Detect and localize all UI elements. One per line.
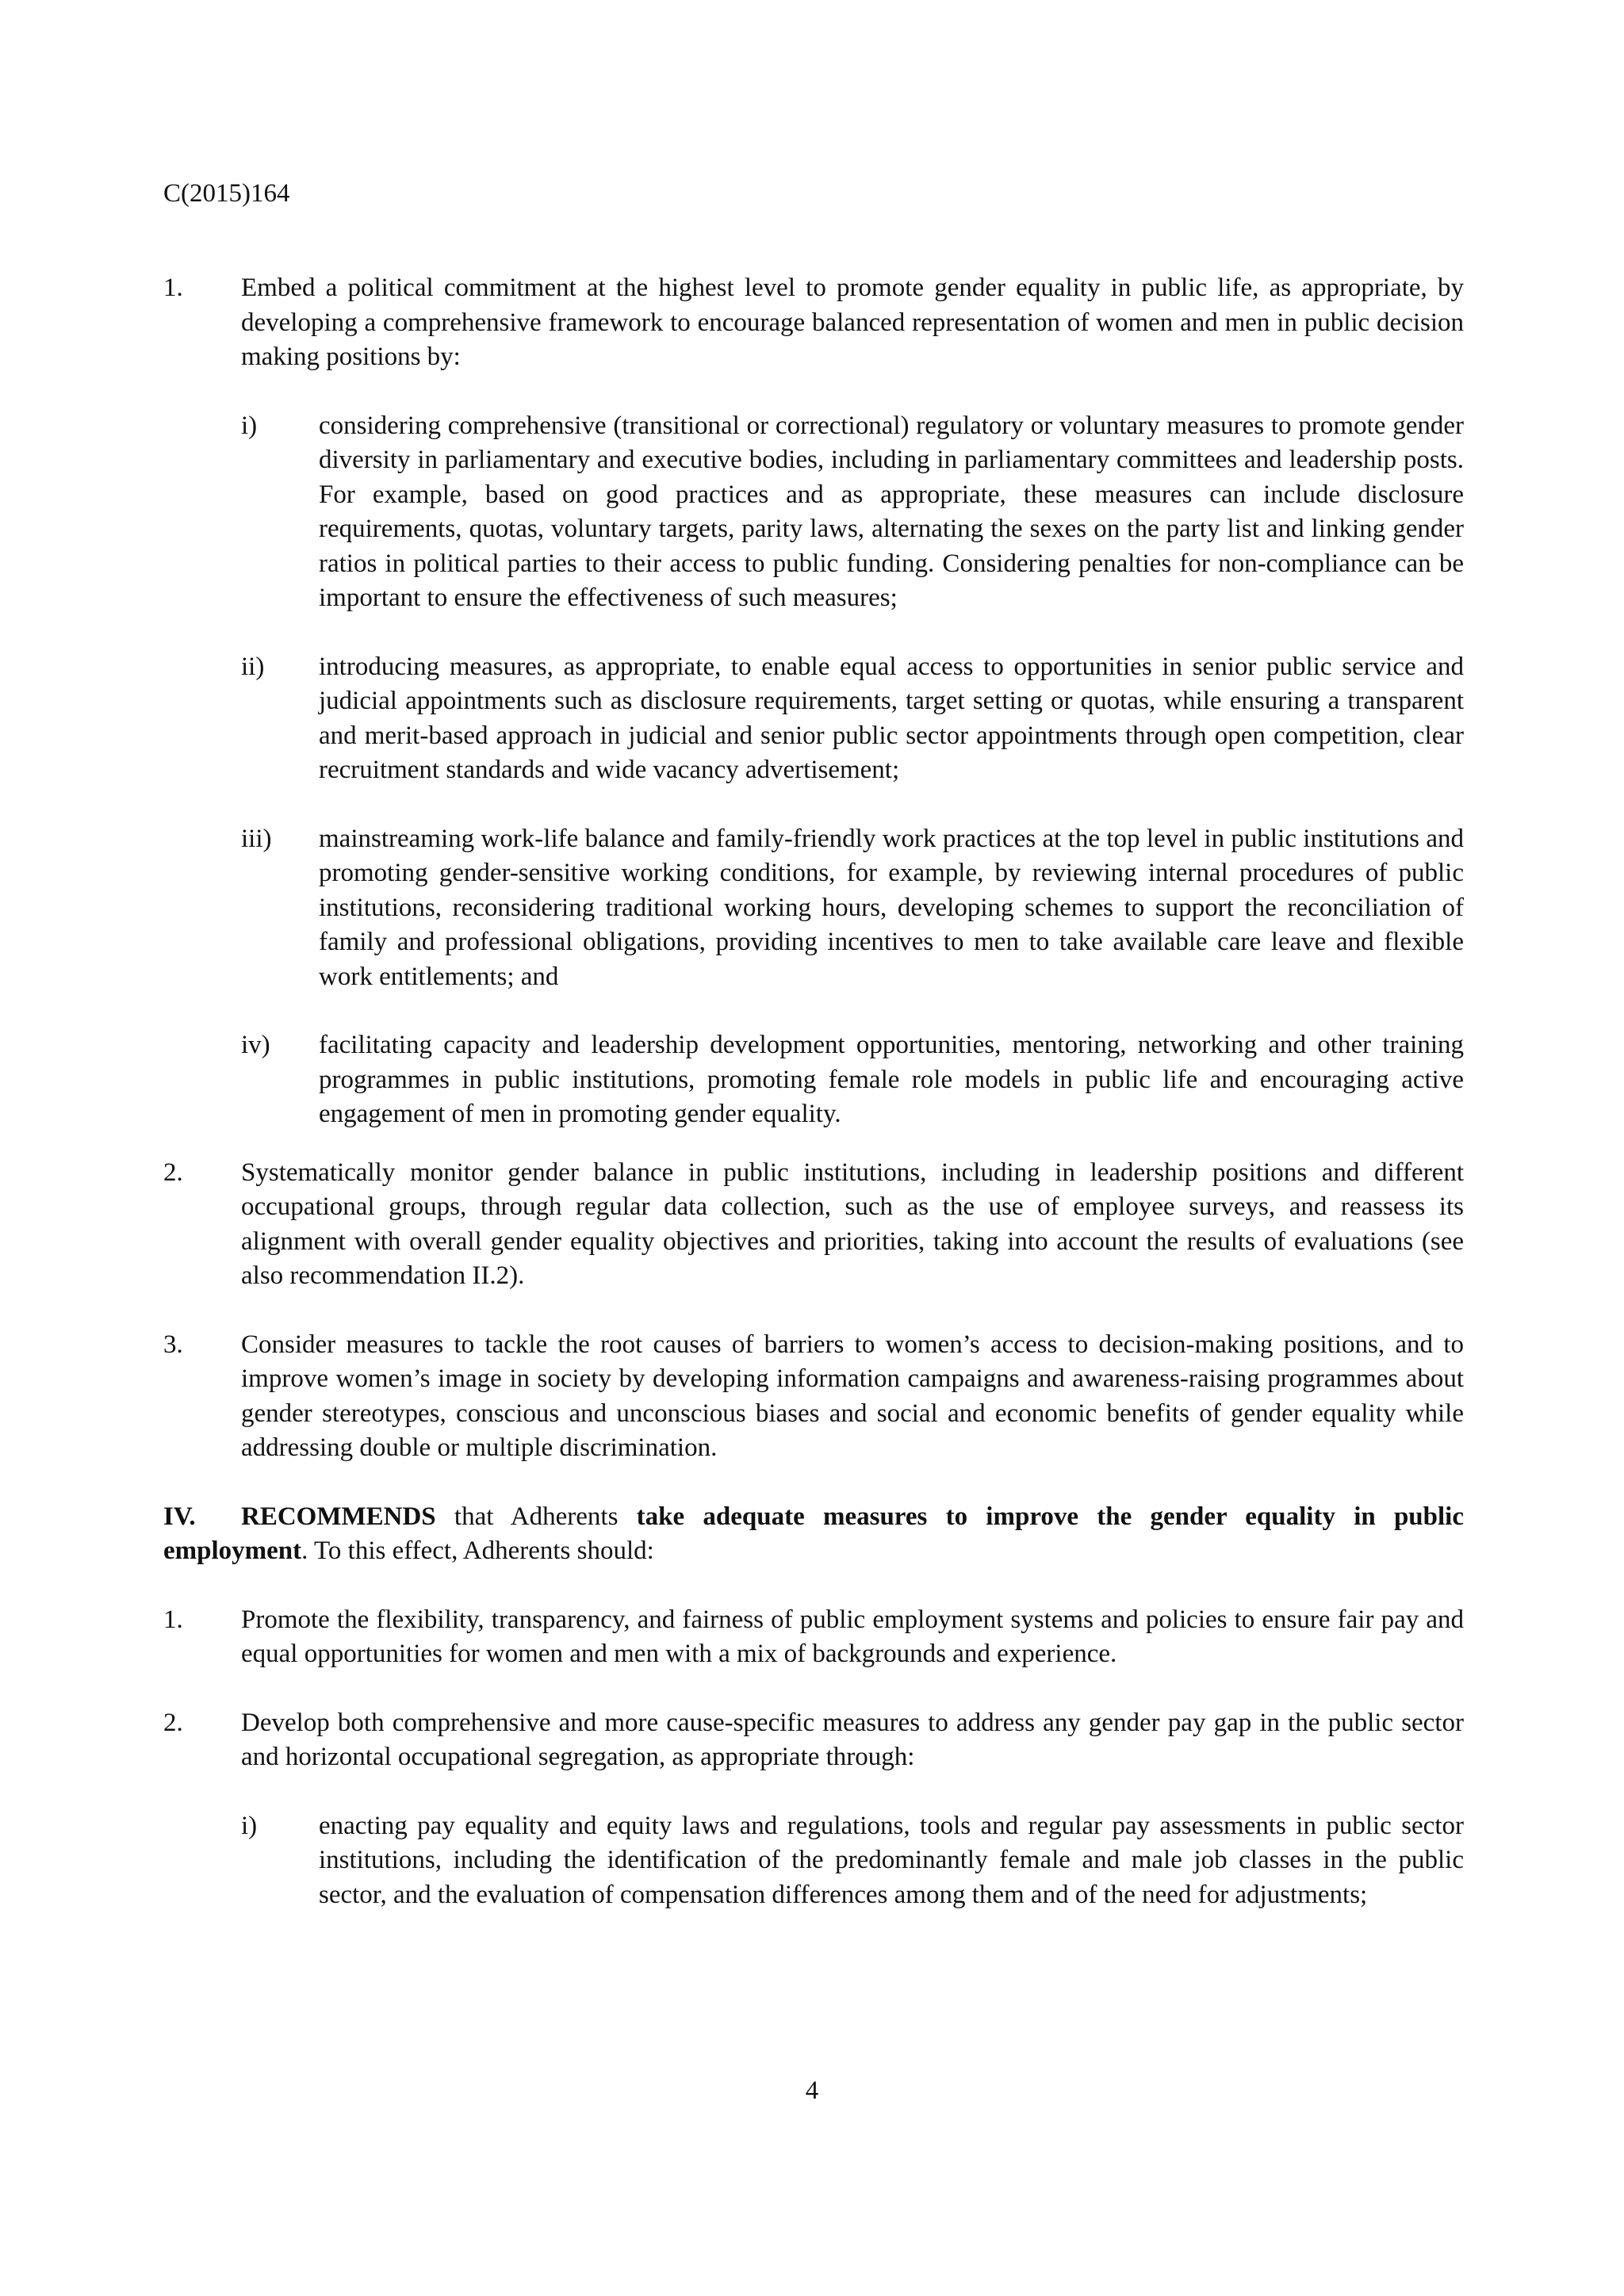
section-iv-heading	[163, 1500, 1464, 1569]
sub-list-item	[241, 409, 1464, 616]
section-lead-text: that Adherents	[435, 1502, 637, 1531]
page-number: 4	[805, 2076, 819, 2105]
sub-list-item	[241, 822, 1464, 995]
list-item	[163, 1603, 1464, 1672]
sub-list-item	[241, 1028, 1464, 1132]
item-number: 1.	[163, 1605, 183, 1634]
list-item	[163, 1706, 1464, 1775]
sub-item-number: iii)	[241, 824, 272, 853]
sub-item-text: introducing measures, as appropriate, to enable equal access to opportunities in senior public service and judicial appointments such as disclosure requirements, target setting or quotas, while ensuring a transparent and merit-based approach in judicial and senior public sector appointments through open competition, clear recruitment standards and wide vacancy advertisement;	[319, 652, 1464, 784]
sub-item-number: ii)	[241, 652, 265, 681]
sub-item-number: i)	[241, 1811, 258, 1840]
document-body	[163, 271, 1464, 1912]
sub-item-text: considering comprehensive (transitional or correctional) regulatory or voluntary measures to promote gender diversity in parliamentary and executive bodies, including in parliamentary committees and leadership posts. For example, based on good practices and as appropriate, these measures can include disclosure requirements, quotas, voluntary targets, parity laws, alternating the sexes on the party list and linking gender ratios in political parties to their access to public funding. Considering penalties for non-compliance can be important to ensure the effectiveness of such measures;	[319, 411, 1464, 612]
item-number: 1.	[163, 274, 183, 302]
section-number: IV.	[163, 1502, 196, 1531]
sub-item-text: mainstreaming work-life balance and family-friendly work practices at the top level in public institutions and promoting gender-sensitive working conditions, for example, by reviewing internal procedures of public institutions, reconsidering traditional working hours, developing schemes to support the reconciliation of family and professional obligations, providing incentives to men to take available care leave and flexible work entitlements; and	[319, 824, 1464, 991]
item-text: Consider measures to tackle the root causes of barriers to women’s access to decision-making positions, and to improve women’s image in society by developing information campaigns and awareness-raising programmes about gender stereotypes, conscious and unconscious biases and social and economic benefits of gender equality while addressing double or multiple discrimination.	[241, 1330, 1464, 1462]
sub-list-item	[241, 1809, 1464, 1913]
section-tail-text: . To this effect, Adherents should:	[301, 1536, 654, 1565]
item-text: Develop both comprehensive and more cause-specific measures to address any gender pay gap in the public sector and horizontal occupational segregation, as appropriate through:	[241, 1708, 1464, 1771]
item-text: Promote the flexibility, transparency, and fairness of public employment systems and policies to ensure fair pay and equal opportunities for women and men with a mix of backgrounds and experience.	[241, 1605, 1464, 1668]
section-bold-text: take adequate measures to improve the gender equality in public employment	[163, 1502, 1464, 1565]
sub-item-number: iv)	[241, 1031, 270, 1059]
list-item	[163, 1328, 1464, 1466]
item-text: Embed a political commitment at the highest level to promote gender equality in public life, as appropriate, by developing a comprehensive framework to encourage balanced representation of women and men in public decision making positions by:	[241, 274, 1464, 371]
item-number: 3.	[163, 1330, 183, 1359]
sub-item-number: i)	[241, 411, 258, 440]
item-text: Systematically monitor gender balance in public institutions, including in leadership positions and different occupational groups, through regular data collection, such as the use of employee surveys, and reassess its alignment with overall gender equality objectives and priorities, taking into account the results of evaluations (see also recommendation II.2).	[241, 1158, 1464, 1290]
sub-list-item	[241, 650, 1464, 788]
list-item	[163, 271, 1464, 375]
sub-item-text: facilitating capacity and leadership development opportunities, mentoring, networking and other training programmes in public institutions, promoting female role models in public life and encouraging active engagement of men in promoting gender equality.	[319, 1031, 1464, 1128]
item-number: 2.	[163, 1708, 183, 1737]
item-number: 2.	[163, 1158, 183, 1187]
list-item	[163, 1156, 1464, 1294]
recommends-keyword: RECOMMENDS	[241, 1502, 436, 1531]
document-reference: C(2015)164	[163, 179, 290, 208]
sub-item-text: enacting pay equality and equity laws and regulations, tools and regular pay assessments in public sector institutions, including the identification of the predominantly female and male job classes in the public sector, and the evaluation of compensation differences among them and of the need for adjustments;	[319, 1811, 1464, 1909]
